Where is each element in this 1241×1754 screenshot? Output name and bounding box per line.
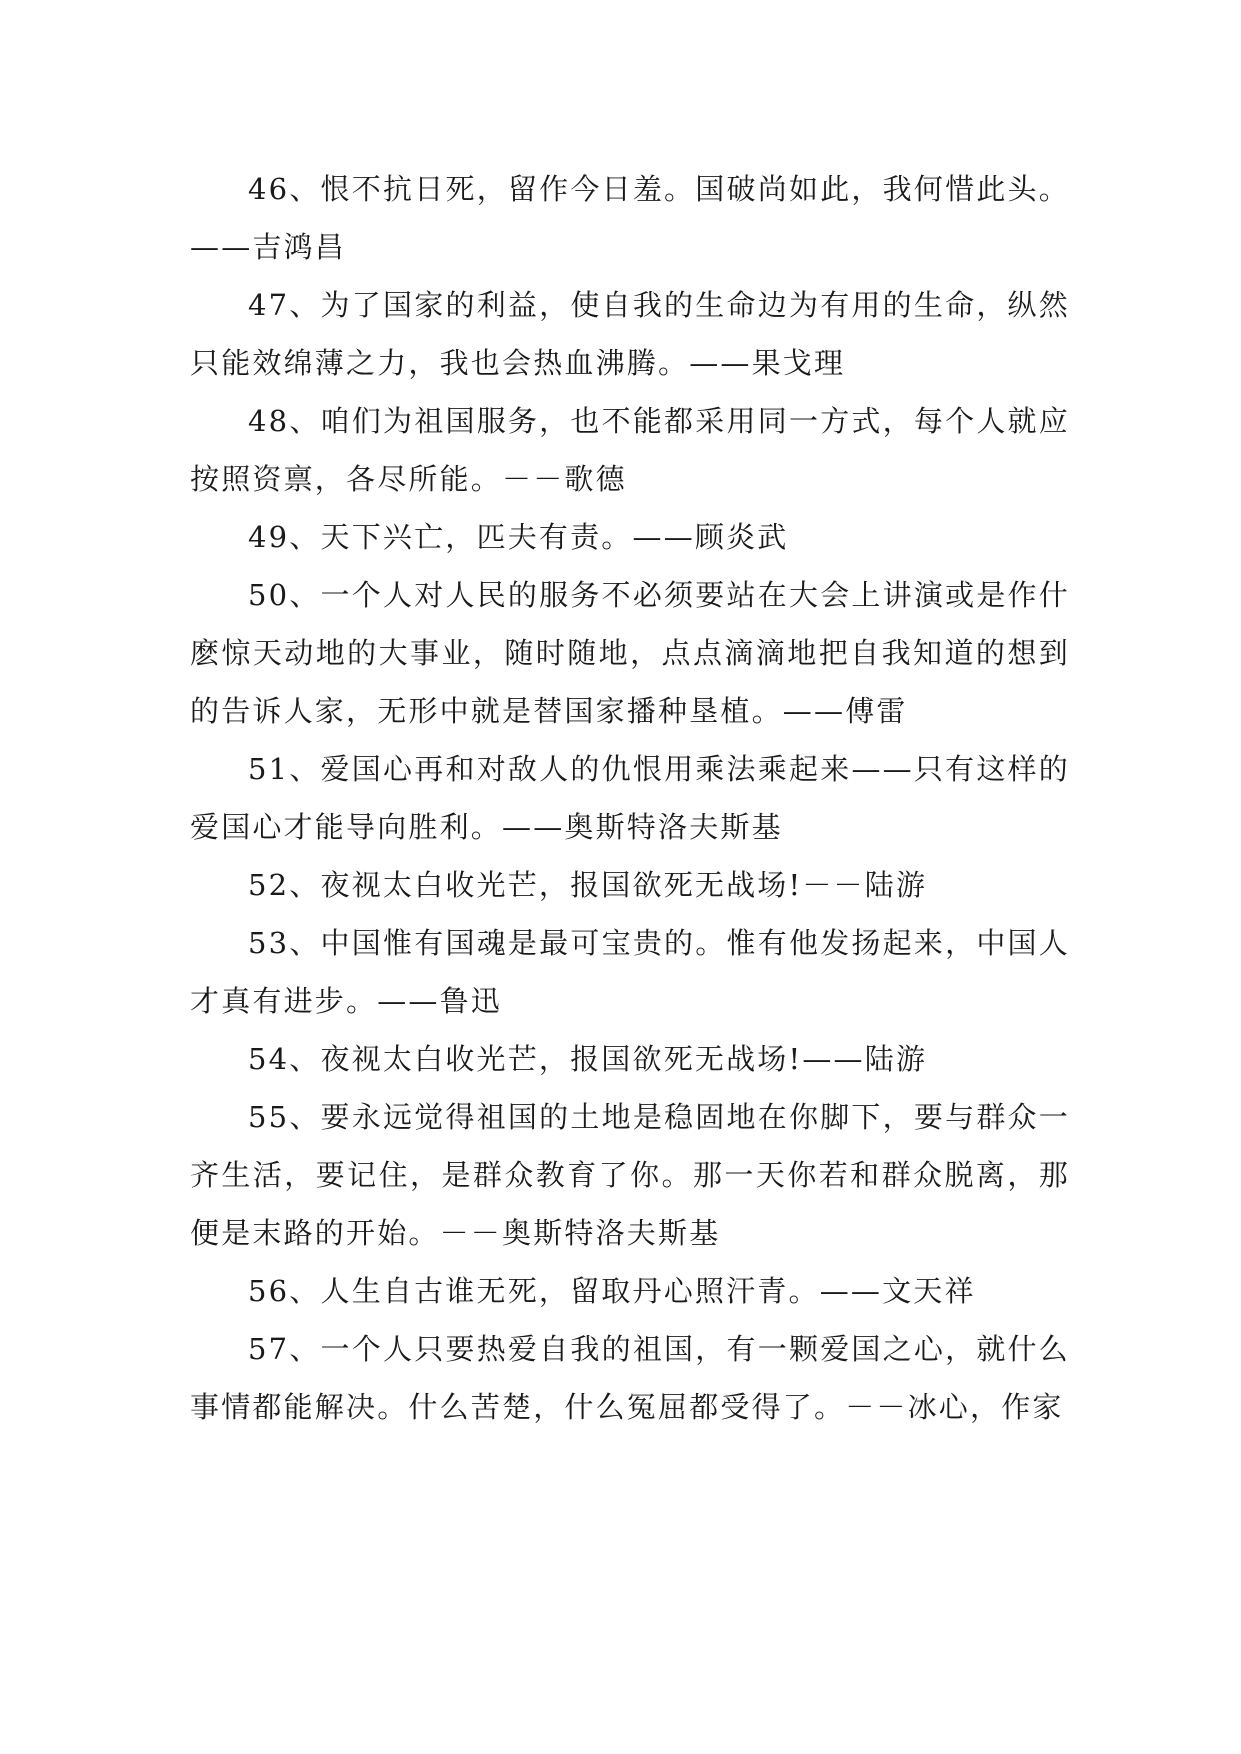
quote-paragraph-56: 56、人生自古谁无死，留取丹心照汗青。——文天祥 — [248, 1274, 976, 1308]
quote-paragraph-47: 47、为了国家的利益，使自我的生命边为有用的生命，纵然只能效绵薄之力，我也会热血沸腾。——果戈理 — [190, 288, 1070, 380]
quote-paragraph-57: 57、一个人只要热爱自我的祖国，有一颗爱国之心，就什么事情都能解决。什么苦楚，什么冤屈都受得了。－－冰心，作家 — [190, 1332, 1070, 1424]
quote-paragraph-49: 49、天下兴亡，匹夫有责。——顾炎武 — [248, 520, 789, 554]
quote-paragraph-54: 54、夜视太白收光芒，报国欲死无战场!——陆游 — [248, 1042, 928, 1076]
quote-paragraph-48: 48、咱们为祖国服务，也不能都采用同一方式，每个人就应按照资禀，各尽所能。－－歌德 — [190, 404, 1070, 496]
quote-paragraph-53: 53、中国惟有国魂是最可宝贵的。惟有他发扬起来，中国人才真有进步。——鲁迅 — [190, 926, 1070, 1018]
quote-paragraph-46: 46、恨不抗日死，留作今日羞。国破尚如此，我何惜此头。——吉鸿昌 — [190, 172, 1070, 264]
document-page — [190, 160, 1070, 1436]
quote-paragraph-52: 52、夜视太白收光芒，报国欲死无战场!－－陆游 — [248, 868, 928, 902]
quote-paragraph-51: 51、爱国心再和对敌人的仇恨用乘法乘起来——只有这样的爱国心才能导向胜利。——奥斯特洛夫斯基 — [190, 752, 1070, 844]
quote-paragraph-50: 50、一个人对人民的服务不必须要站在大会上讲演或是作什麽惊天动地的大事业，随时随地，点点滴滴地把自我知道的想到的告诉人家，无形中就是替国家播种垦植。——傅雷 — [190, 578, 1070, 728]
quote-paragraph-55: 55、要永远觉得祖国的土地是稳固地在你脚下，要与群众一齐生活，要记住，是群众教育了你。那一天你若和群众脱离，那便是末路的开始。－－奥斯特洛夫斯基 — [190, 1100, 1070, 1250]
